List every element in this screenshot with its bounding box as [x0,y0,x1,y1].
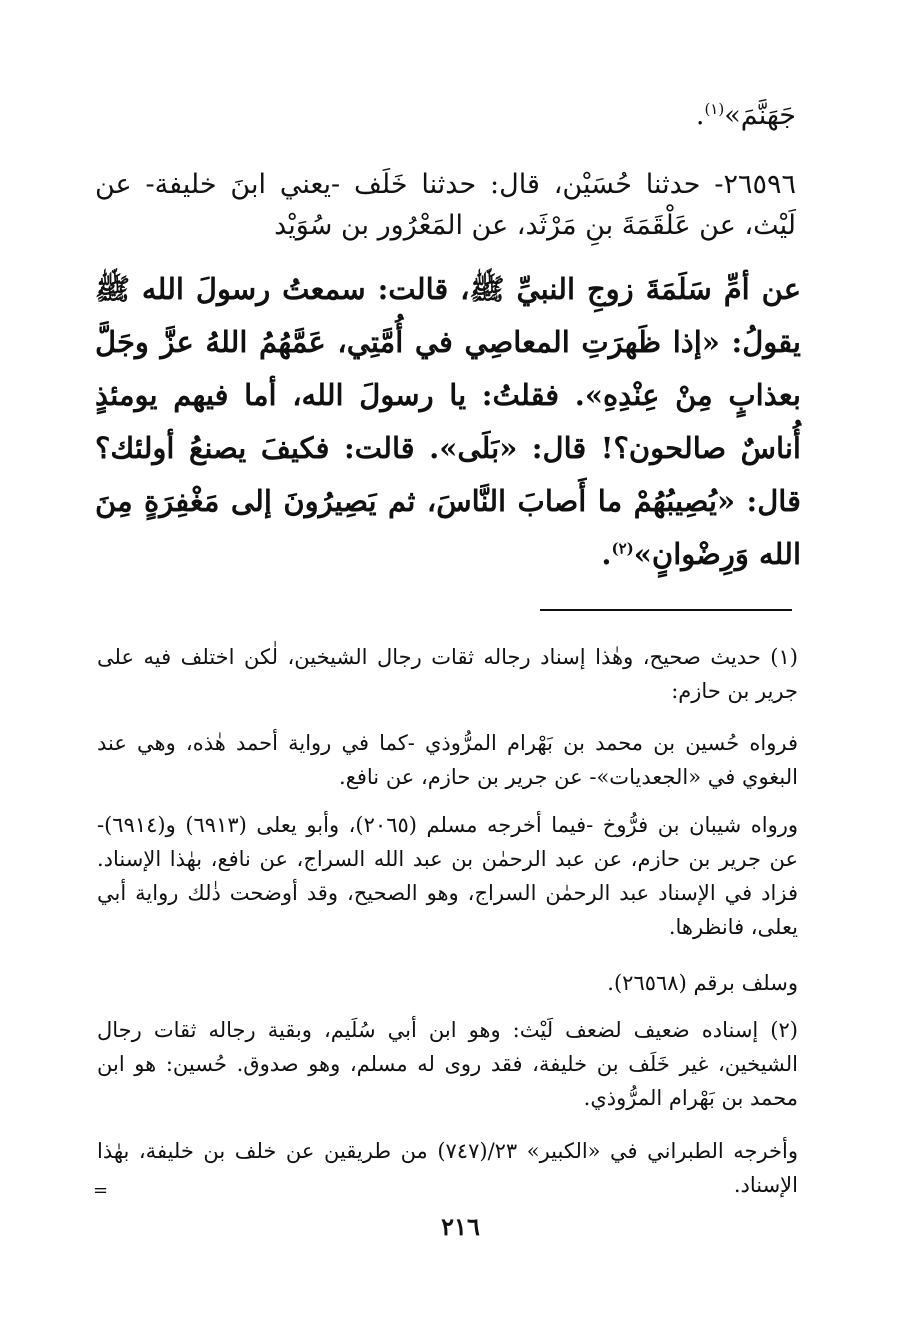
period: . [695,100,705,131]
footnote-1-para-3: ورواه شيبان بن فرُّوخ -فيما أخرجه مسلم (٢٠٦٥)، وأبو يعلى (٦٩١٣) و(٦٩١٤)- عن جرير بن حازم، عن عبد الرحمٰن بن عبد الله السراج، عن نافع، بهٰذا الإسناد. فزاد في الإسناد عبد الرحمٰن السراج، وهو الصحيح، وقد أوضحت ذٰلك رواية أبي يعلى، فانظرها. [97,813,799,939]
hadith-text: عن أمِّ سَلَمَةَ زوجِ النبيِّ ﷺ، قالت: سمعتُ رسولَ الله ﷺ يقولُ: «إذا ظَهرَتِ المعاصِي في أُمَّتِي، عَمَّهُمُ اللهُ عزَّ وجَلَّ بعذابٍ مِنْ عِنْدِهِ». فقلتُ: يا رسولَ الله، أما فيهم يومئذٍ أُناسٌ صالحون؟! قال: «بَلَى». قالت: فكيفَ يصنعُ أولئك؟ قال: «يُصِيبُهُمْ ما أَصابَ النَّاسَ، ثم يَصِيرُونَ إلى مَغْفِرَةٍ مِنَ الله وَرِضْوانٍ» [95,272,801,571]
continuation-mark: = [93,1180,109,1201]
footnote-2-para-1: (٢) إسناده ضعيف لضعف لَيْث: وهو ابن أبي سُلَيم، وبقية رجاله ثقات رجال الشيخين، غير خَلَف بن خليفة، فقد روى له مسلم، وهو صدوق. حُسين: هو ابن محمد بن بَهْرام المرُّوذي. [97,1018,798,1110]
footnote-2-para-2: وأخرجه الطبراني في «الكبير» ٢٣/(٧٤٧) من طريقين عن خلف بن خليفة، بهٰذا الإسناد. [97,1139,798,1197]
page-number: ٢١٦ [441,1212,480,1241]
period: . [601,537,612,571]
hadith-isnad: ٢٦٥٩٦- حدثنا حُسَيْن، قال: حدثنا خَلَف -يعني ابنَ خليفة- عن لَيْث، عن عَلْقَمَةَ بنِ مَرْثَد، عن المَعْرُور بن سُوَيْد [95,169,796,241]
footnote-ref-2: (٢) [611,539,634,558]
footnote-1-para-1: (١) حديث صحيح، وهٰذا إسناد رجاله ثقات رجال الشيخين، لٰكن اختلف فيه على جرير بن حازم: [97,645,798,703]
hadith-matn [95,263,801,581]
prev-hadith-ending [95,95,796,136]
footnote-1-para-2: فرواه حُسين بن محمد بن بَهْرام المرُّوذي -كما في رواية أحمد هٰذه، وهي عند البغوي في «الجعديات»- عن جرير بن حازم، عن نافع. [97,731,798,789]
footnote-ref-1: (١) [704,100,725,118]
continuation-text: جَهَنَّمَ» [724,100,796,131]
footnote-separator [540,609,792,611]
footnote-1-para-4: وسلف برقم (٢٦٥٦٨). [607,971,798,995]
